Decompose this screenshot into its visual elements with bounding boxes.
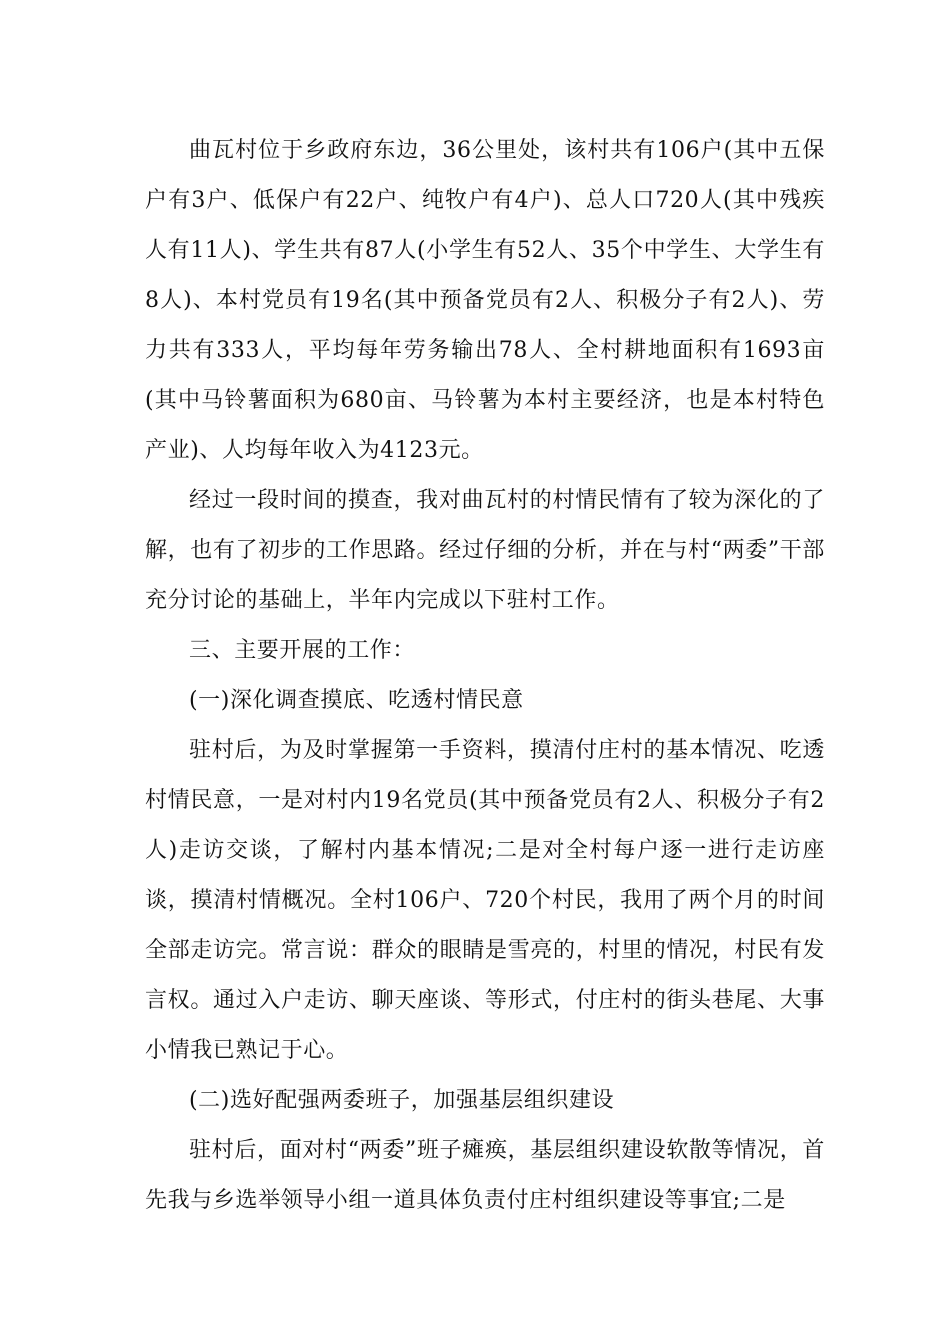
paragraph-survey-details: 驻村后，为及时掌握第一手资料，摸清付庄村的基本情况、吃透村情民意，一是对村内19名党员(其中预备党员有2人、积极分子有2人)走访交谈，了解村内基本情况;二是对全村每户逐一进行走访座谈，摸清村情概况。全村106户、720个村民，我用了两个月的时间全部走访完。常言说：群众的眼睛是雪亮的，村里的情况，村民有发言权。通过入户走访、聊天座谈、等形式，付庄村的街头巷尾、大事小情我已熟记于心。	[145, 738, 825, 1063]
subheading-organization: (二)选好配强两委班子，加强基层组织建设	[189, 1088, 615, 1113]
paragraph-village-overview: 曲瓦村位于乡政府东边，36公里处，该村共有106户(其中五保户有3户、低保户有22户、纯牧户有4户)、总人口720人(其中残疾人有11人)、学生共有87人(小学生有52人、35个中学生、大学生有8人)、本村党员有19名(其中预备党员有2人、积极分子有2人)、劳力共有333人，平均每年劳务输出78人、全村耕地面积有1693亩(其中马铃薯面积为680亩、马铃薯为本村主要经济，也是本村特色产业)、人均每年收入为4123元。	[145, 138, 825, 463]
paragraph-investigation-summary: 经过一段时间的摸查，我对曲瓦村的村情民情有了较为深化的了解，也有了初步的工作思路。经过仔细的分析，并在与村“两委”干部充分讨论的基础上，半年内完成以下驻村工作。	[145, 488, 825, 613]
document-body	[145, 126, 825, 1226]
section-heading-main-work: 三、主要开展的工作：	[189, 638, 416, 663]
subheading-survey: (一)深化调查摸底、吃透村情民意	[189, 688, 524, 713]
paragraph-organization-details: 驻村后，面对村“两委”班子瘫痪，基层组织建设软散等情况，首先我与乡选举领导小组一道具体负责付庄村组织建设等事宜;二是	[145, 1138, 825, 1213]
